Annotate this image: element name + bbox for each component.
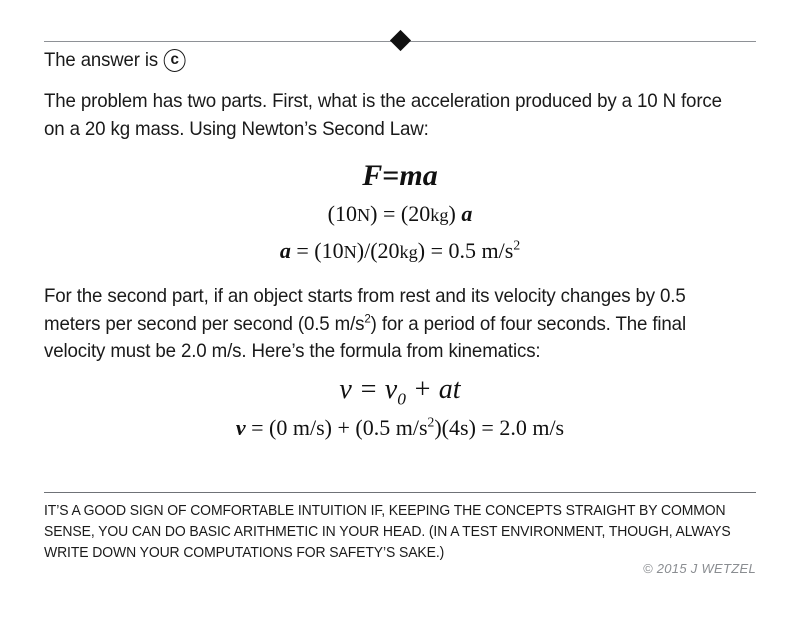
- copyright-notice: © 2015 J WETZEL: [642, 561, 756, 576]
- kinematics-operator-1: =: [358, 374, 378, 405]
- substitution-right-value: (20: [400, 201, 431, 226]
- kinematics-term: at: [438, 374, 461, 405]
- final-velocity-initial: (0 m/s): [269, 415, 332, 440]
- solve-denominator-unit: kg: [399, 242, 418, 262]
- substitution-operator: =: [383, 201, 396, 226]
- solve-numerator: (10: [314, 238, 344, 263]
- equation-lhs: F: [362, 159, 383, 192]
- final-velocity-result: 2.0 m/s: [499, 415, 565, 440]
- paragraph-2-text-part-1: For the second part, if an object starts from rest and its velocity changes by 0.5 meters per second per second (0.5 m/s: [44, 285, 686, 335]
- footer-divider-rule: [44, 492, 756, 493]
- kinematics-operator-2: +: [412, 374, 432, 405]
- substitution-left-value: (10: [327, 201, 357, 226]
- final-velocity-accel-exponent: 2: [427, 414, 435, 430]
- paragraph-2-exponent: 2: [364, 311, 371, 325]
- substitution-right-close: ): [448, 201, 456, 226]
- answer-prefix-label: The answer is: [44, 49, 159, 71]
- explanation-paragraph-1: The problem has two parts. First, what is the acceleration produced by a 10 N force on a 20 kg mass. Using Newton’s Second Law:: [44, 90, 722, 140]
- answer-statement: [44, 49, 186, 72]
- solve-numerator-unit: N: [343, 242, 357, 262]
- kinematics-lhs: v: [339, 374, 352, 405]
- diamond-ornament-icon: [390, 30, 411, 51]
- explanation-paragraph-2: [44, 283, 731, 366]
- equation-rhs: ma: [399, 159, 438, 192]
- equation-newtons-second-law: [0, 159, 800, 193]
- final-velocity-operator-1: =: [251, 415, 264, 440]
- equation-substitution: [0, 201, 800, 227]
- substitution-left-close: ): [370, 201, 378, 226]
- final-velocity-variable: v: [235, 415, 246, 440]
- equation-kinematics: [0, 374, 800, 409]
- equation-solve-acceleration: [0, 238, 800, 264]
- answer-choice-badge: c: [164, 49, 186, 72]
- substitution-left-unit: N: [356, 205, 371, 225]
- kinematics-rhs-variable: v: [384, 374, 398, 405]
- solve-variable: a: [279, 238, 291, 263]
- solve-result: 0.5 m/s: [448, 238, 514, 263]
- final-velocity-operator-3: =: [481, 415, 494, 440]
- substitution-right-unit: kg: [430, 205, 449, 225]
- solve-operator-1: =: [296, 238, 309, 263]
- equation-operator: =: [382, 159, 400, 192]
- equation-final-velocity: [0, 415, 800, 441]
- footer-note: IT’S A GOOD SIGN OF COMFORTABLE INTUITION IF, KEEPING THE CONCEPTS STRAIGHT BY COMMON SENSE, YOU CAN DO BASIC ARITHMETIC IN YOUR HEAD. (IN A TEST ENVIRONMENT, THOUGH, ALWAYS WRITE DOWN YOUR COMPUTATIONS FOR SAFETY’S SAKE.): [44, 503, 731, 561]
- solve-result-exponent: 2: [513, 237, 521, 253]
- solve-close-paren: ): [417, 238, 426, 263]
- solve-divider: )/(20: [356, 238, 400, 263]
- kinematics-subscript: 0: [397, 389, 406, 409]
- solve-operator-2: =: [430, 238, 444, 263]
- paragraph-2-text-part-2: ) for a period of four seconds. The final velocity must be 2.0 m/s. Here’s the formula from kinematics:: [44, 312, 686, 362]
- substitution-variable: a: [461, 201, 473, 226]
- final-velocity-accel-open: (0.5 m/s: [355, 415, 428, 440]
- final-velocity-operator-2: +: [337, 415, 350, 440]
- final-velocity-accel-close: )(4s): [434, 415, 476, 440]
